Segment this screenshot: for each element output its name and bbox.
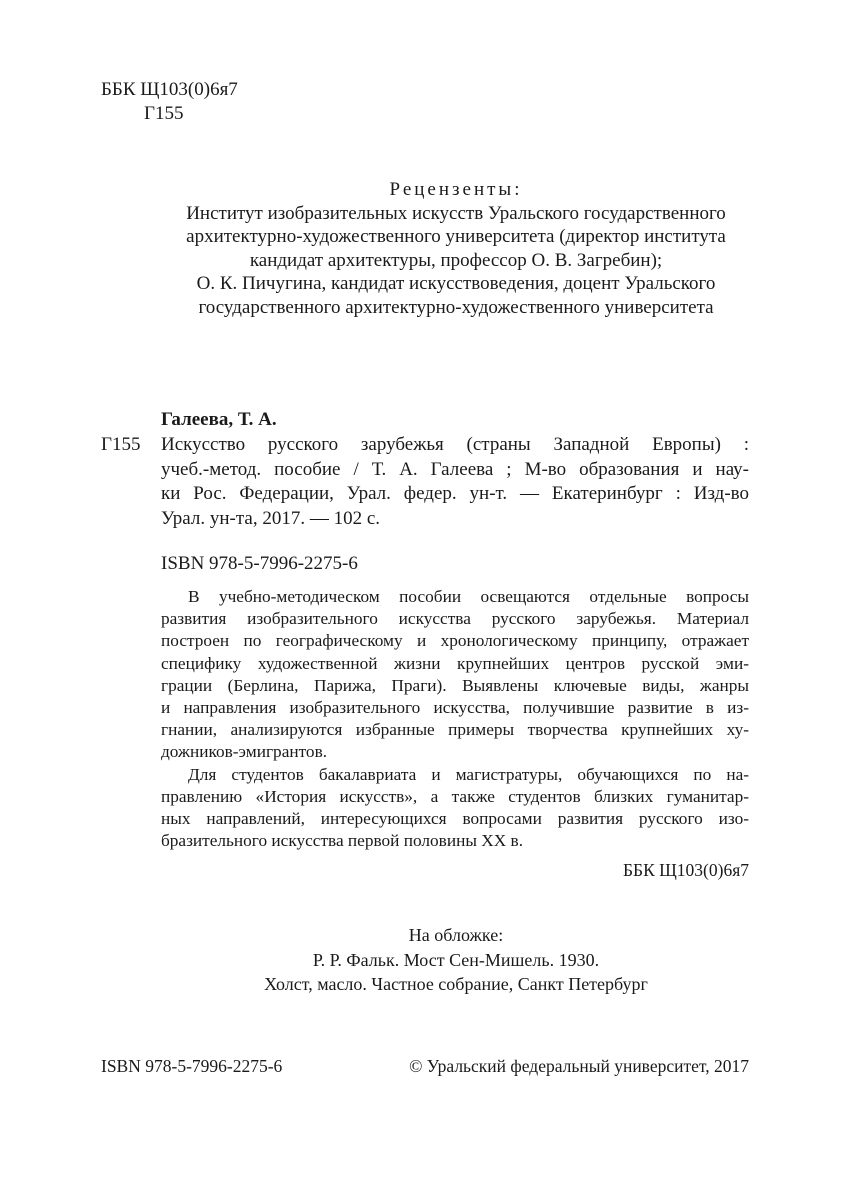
annotation-line: построен по географическому и хронологическому принципу, отражает	[161, 631, 749, 651]
annotation-line: бразительного искусства первой половины XX в.	[161, 831, 524, 851]
reviewers-line: архитектурно-художественного университета (директор института	[186, 226, 726, 248]
record-author-mark: Г155	[101, 434, 141, 455]
reviewers-heading: Рецензенты:	[389, 179, 523, 200]
annotation-line: развития изобразительного искусства русского зарубежья. Материал	[161, 609, 749, 629]
reviewers-line: кандидат архитектуры, профессор О. В. Загребин);	[249, 249, 663, 271]
record-isbn: ISBN 978-5-7996-2275-6	[161, 553, 358, 574]
author-mark: Г155	[144, 103, 184, 124]
annotation	[161, 586, 749, 852]
biblio-line: Искусство русского зарубежья (страны Западной Европы) :	[161, 434, 749, 455]
cover-details: Холст, масло. Частное собрание, Санкт Петербург	[264, 974, 648, 994]
cover-info	[100, 923, 812, 997]
annotation-line: Для студентов бакалавриата и магистратуры, обучающихся по на-	[188, 764, 749, 784]
annotation-line: правлению «История искусств», а также студентов близких гуманитар-	[161, 786, 749, 806]
cover-work: Р. Р. Фальк. Мост Сен-Мишель. 1930.	[312, 949, 600, 970]
reviewers-line: О. К. Пичугина, кандидат искусствоведения, доцент Уральского	[196, 273, 716, 295]
bbk-code: ББК Щ103(0)6я7	[101, 79, 238, 100]
reviewers-line: государственного архитектурно-художественного университета	[198, 296, 714, 318]
bbk-classification-block	[101, 78, 238, 126]
annotation-line: и направления изобразительного искусства, получившие развитие в из-	[161, 698, 749, 718]
annotation-line: специфику художественной жизни крупнейших центров русской эми-	[161, 653, 749, 673]
annotation-line: В учебно-методическом пособии освещаются отдельные вопросы	[188, 587, 749, 606]
annotation-line: дожников-эмигрантов.	[161, 742, 328, 762]
cover-heading: На обложке:	[408, 925, 504, 945]
reviewers-block	[100, 178, 812, 320]
author-name: Галеева, Т. А.	[161, 409, 277, 430]
footer-isbn: ISBN 978-5-7996-2275-6	[101, 1056, 283, 1076]
annotation-line: грации (Берлина, Парижа, Праги). Выявлены ключевые виды, жанры	[161, 675, 749, 695]
biblio-line: ки Рос. Федерации, Урал. федер. ун-т. — Екатеринбург : Изд-во	[161, 483, 749, 504]
bibliographic-description	[161, 433, 749, 531]
biblio-line: Урал. ун-та, 2017. — 102 с.	[161, 507, 381, 529]
biblio-line: учеб.-метод. пособие / Т. А. Галеева ; М-во образования и нау-	[161, 458, 749, 480]
reviewers-line: Институт изобразительных искусств Уральского государственного	[186, 202, 726, 224]
annotation-line: гнании, анализируются избранные примеры творчества крупнейших ху-	[161, 720, 749, 740]
copyright-notice: © Уральский федеральный университет, 2017	[409, 1056, 749, 1076]
annotation-line: ных направлений, интересующихся вопросами развития русского изо-	[161, 809, 749, 829]
bbk-code-bottom: ББК Щ103(0)6я7	[622, 860, 749, 880]
